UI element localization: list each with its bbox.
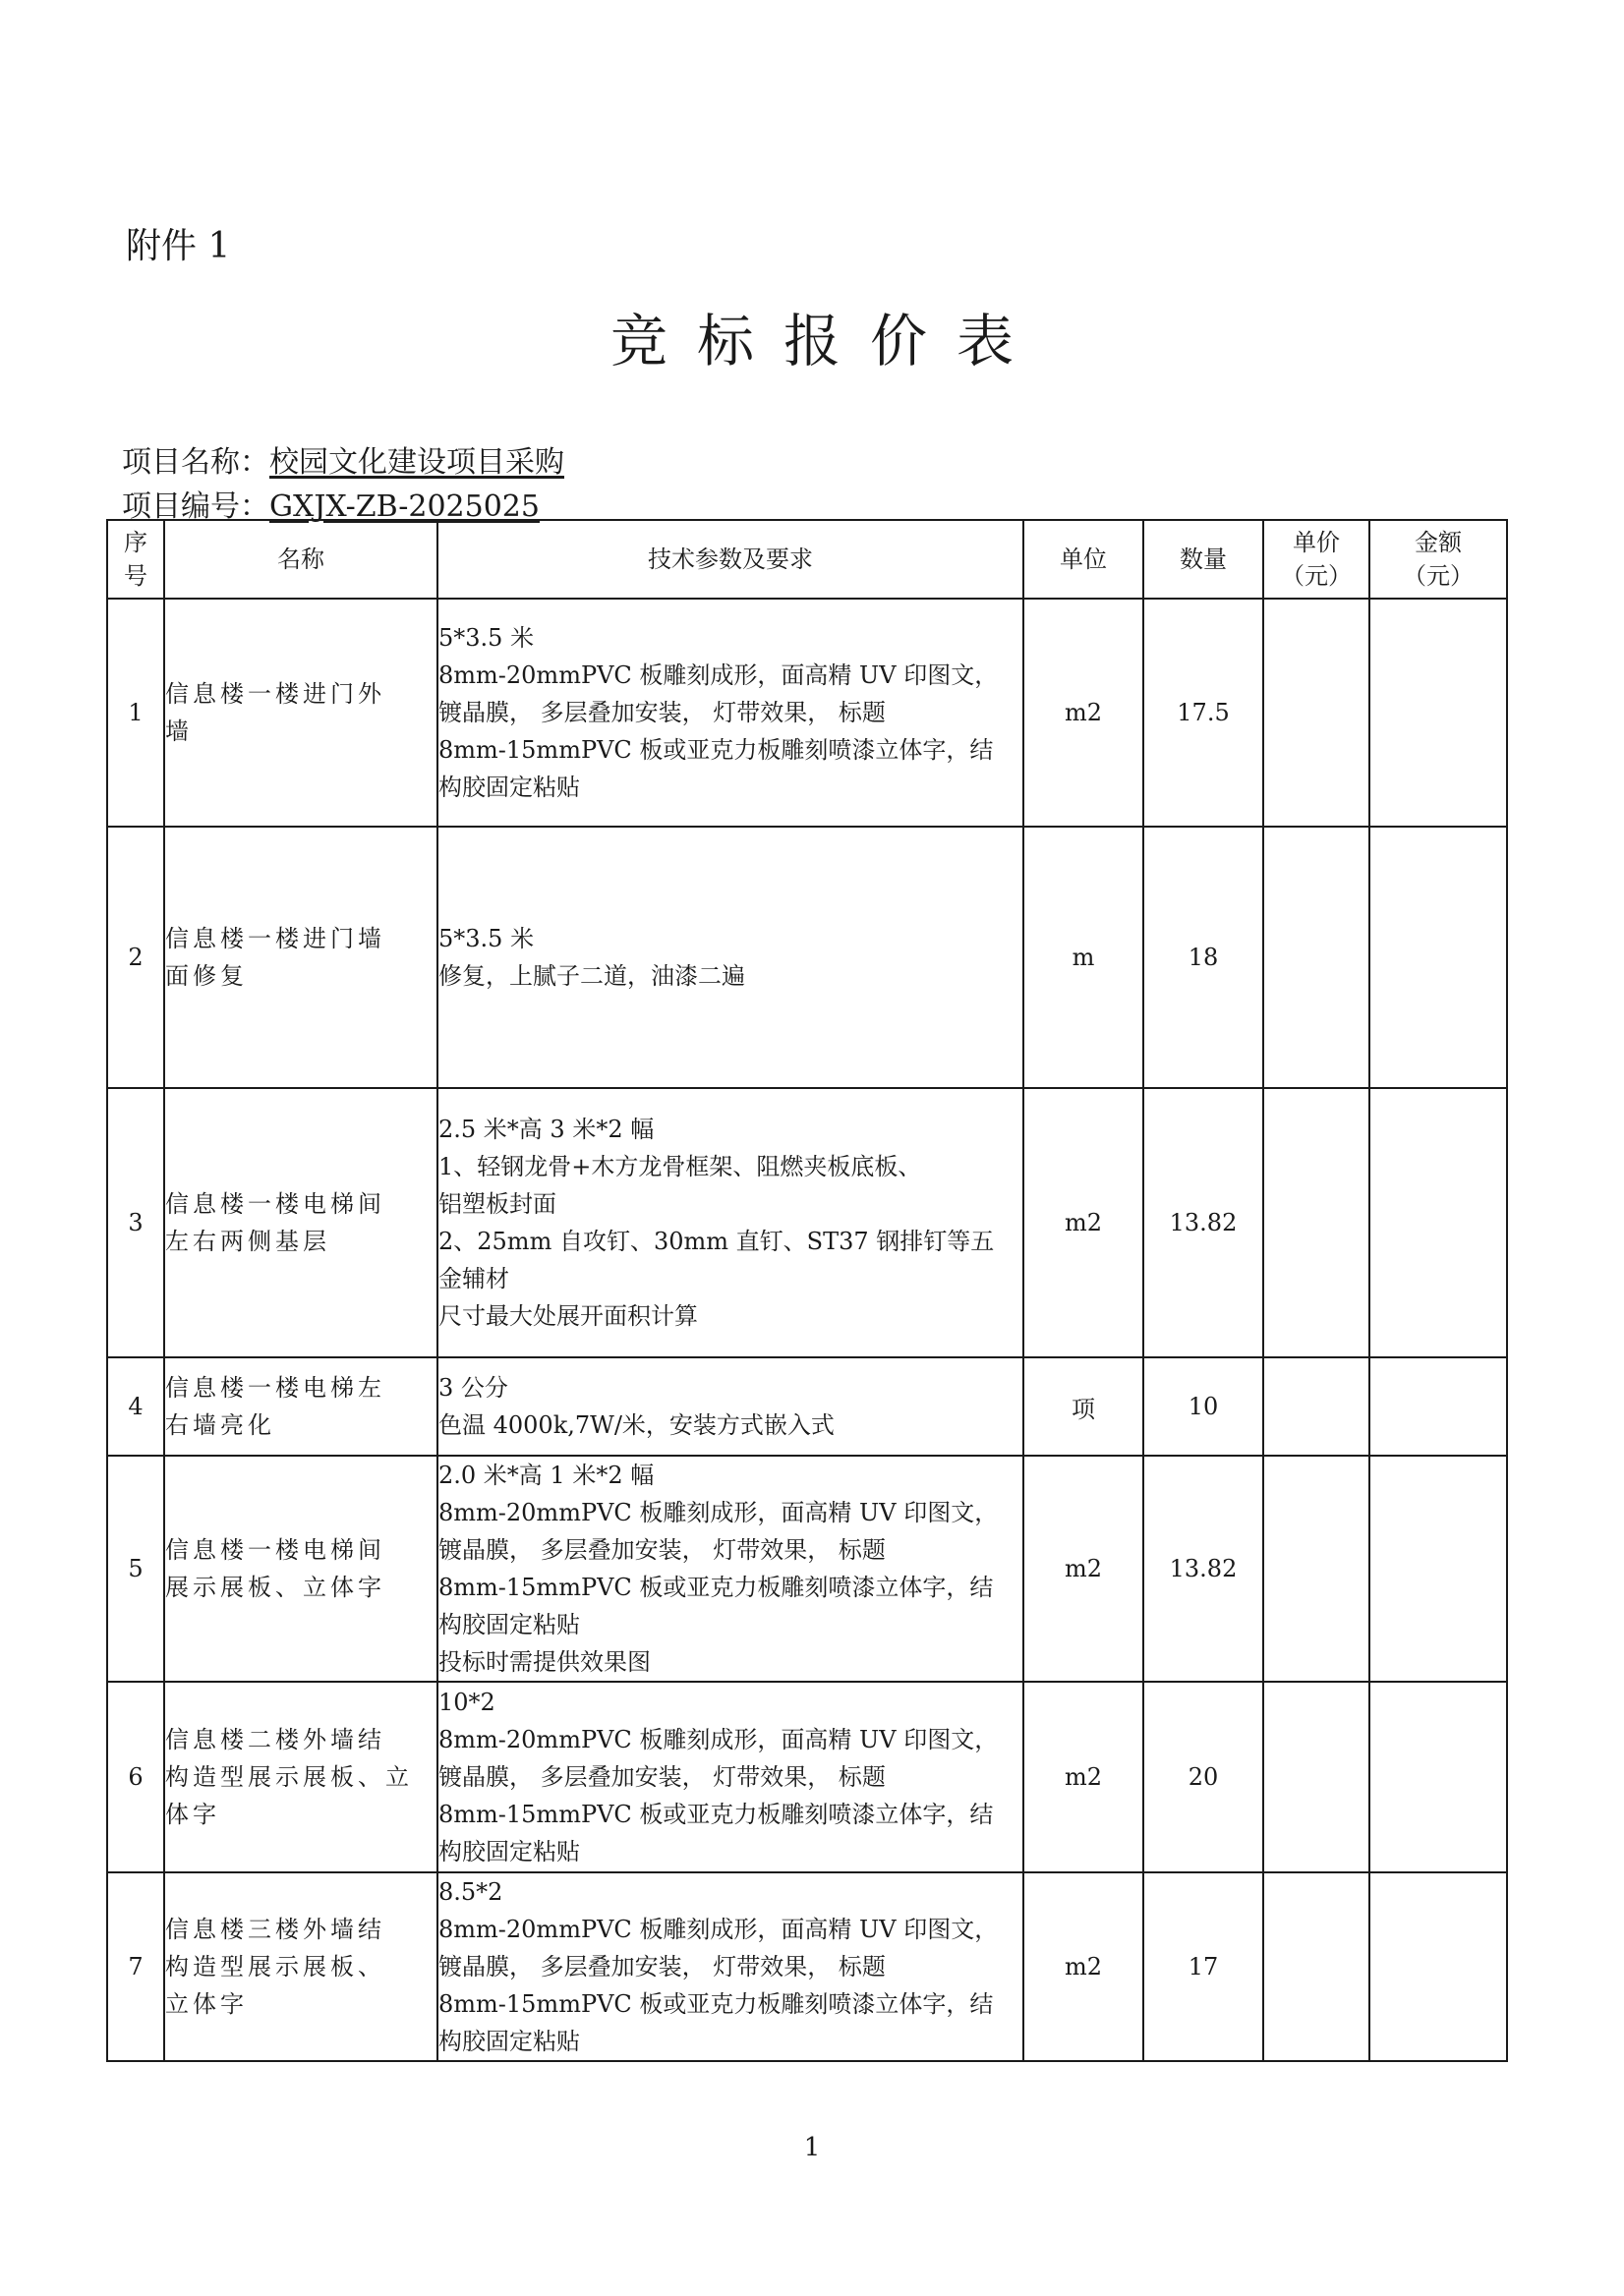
row-unit-price-cell — [1263, 1357, 1369, 1456]
row-spec-line: 色温 4000k,7W/米，安装方式嵌入式 — [438, 1411, 835, 1439]
row-name-line: 右墙亮化 — [165, 1411, 275, 1439]
row-unit: m2 — [1023, 1456, 1143, 1682]
row-name — [164, 1088, 437, 1357]
row-unit: m2 — [1023, 1088, 1143, 1357]
row-spec-line: 8.5*2 — [438, 1878, 503, 1906]
row-unit: m2 — [1023, 1682, 1143, 1872]
table-row — [107, 599, 1507, 827]
row-spec-line: 2、25mm 自攻钉、30mm 直钉、ST37 钢排钉等五 — [438, 1228, 995, 1255]
row-qty: 13.82 — [1143, 1456, 1263, 1682]
page-title: 竞标报价表 — [609, 308, 1043, 374]
row-spec-line: 构胶固定粘贴 — [438, 774, 580, 801]
header-spec: 技术参数及要求 — [437, 520, 1023, 599]
quotation-table — [106, 519, 1508, 2062]
row-name — [164, 1357, 437, 1456]
row-spec — [437, 1682, 1023, 1872]
row-spec-line: 铝塑板封面 — [438, 1190, 556, 1218]
row-name-line: 信息楼一楼电梯间 — [165, 1536, 385, 1564]
row-spec-line: 8mm-20mmPVC 板雕刻成形，面高精 UV 印图文， — [438, 1499, 999, 1526]
row-unit-price-cell — [1263, 599, 1369, 827]
row-seq: 5 — [107, 1456, 164, 1682]
table-row — [107, 1682, 1507, 1872]
row-name-line: 构造型展示展板、立 — [165, 1763, 413, 1791]
project-name-label: 项目名称： — [122, 445, 269, 480]
project-name-value: 校园文化建设项目采购 — [269, 445, 564, 480]
row-spec-line: 构胶固定粘贴 — [438, 1838, 580, 1866]
row-spec-line: 8mm-15mmPVC 板或亚克力板雕刻喷漆立体字，结 — [438, 1801, 994, 1828]
row-qty: 13.82 — [1143, 1088, 1263, 1357]
row-spec-line: 8mm-15mmPVC 板或亚克力板雕刻喷漆立体字，结 — [438, 736, 994, 764]
row-spec-line: 8mm-15mmPVC 板或亚克力板雕刻喷漆立体字，结 — [438, 1990, 994, 2018]
row-qty: 10 — [1143, 1357, 1263, 1456]
table-row — [107, 1357, 1507, 1456]
row-name-line: 立体字 — [165, 1990, 248, 2018]
header-qty: 数量 — [1143, 520, 1263, 599]
row-qty: 18 — [1143, 827, 1263, 1088]
row-unit-price-cell — [1263, 1682, 1369, 1872]
row-name-line: 墙 — [165, 718, 193, 745]
row-name-line: 面修复 — [165, 962, 248, 990]
row-unit: m — [1023, 827, 1143, 1088]
project-code-label: 项目编号： — [122, 489, 269, 524]
row-qty: 17.5 — [1143, 599, 1263, 827]
row-amount-cell — [1369, 599, 1507, 827]
row-name — [164, 599, 437, 827]
row-name-line: 构造型展示展板、 — [165, 1953, 385, 1980]
row-seq: 4 — [107, 1357, 164, 1456]
row-name-line: 信息楼三楼外墙结 — [165, 1916, 385, 1943]
row-amount-cell — [1369, 1682, 1507, 1872]
row-name-line: 信息楼二楼外墙结 — [165, 1726, 385, 1753]
row-spec-line: 构胶固定粘贴 — [438, 2028, 580, 2055]
row-name-line: 展示展板、立体字 — [165, 1574, 385, 1601]
row-spec — [437, 599, 1023, 827]
table-row — [107, 827, 1507, 1088]
row-unit: m2 — [1023, 599, 1143, 827]
row-unit-price-cell — [1263, 1456, 1369, 1682]
row-spec-line: 1、轻钢龙骨+木方龙骨框架、阻燃夹板底板、 — [438, 1153, 922, 1180]
row-spec-line: 2.5 米*高 3 米*2 幅 — [438, 1116, 655, 1143]
attachment-label: 附件 1 — [126, 226, 231, 266]
row-spec-line: 修复，上腻子二道，油漆二遍 — [438, 962, 745, 990]
row-spec — [437, 1088, 1023, 1357]
row-seq: 7 — [107, 1872, 164, 2061]
row-seq: 2 — [107, 827, 164, 1088]
row-spec — [437, 827, 1023, 1088]
row-spec-line: 8mm-20mmPVC 板雕刻成形，面高精 UV 印图文， — [438, 1916, 999, 1943]
header-seq: 序 号 — [107, 520, 164, 599]
row-spec-line: 2.0 米*高 1 米*2 幅 — [438, 1462, 655, 1489]
row-seq: 3 — [107, 1088, 164, 1357]
row-amount-cell — [1369, 1357, 1507, 1456]
row-spec — [437, 1456, 1023, 1682]
table-header-row — [107, 520, 1507, 599]
row-spec-line: 8mm-20mmPVC 板雕刻成形，面高精 UV 印图文， — [438, 1726, 999, 1753]
row-spec-line: 镀晶膜， 多层叠加安装， 灯带效果， 标题 — [438, 699, 886, 726]
page-number: 1 — [803, 2133, 821, 2162]
row-qty: 20 — [1143, 1682, 1263, 1872]
row-spec-line: 镀晶膜， 多层叠加安装， 灯带效果， 标题 — [438, 1953, 886, 1980]
row-name-line: 信息楼一楼进门外 — [165, 680, 385, 708]
row-name — [164, 1872, 437, 2061]
row-spec — [437, 1357, 1023, 1456]
project-name-line — [122, 437, 564, 481]
row-spec-line: 8mm-20mmPVC 板雕刻成形，面高精 UV 印图文， — [438, 661, 999, 689]
row-amount-cell — [1369, 1088, 1507, 1357]
row-spec-line: 5*3.5 米 — [438, 925, 535, 952]
row-qty: 17 — [1143, 1872, 1263, 2061]
row-name-line: 左右两侧基层 — [165, 1228, 330, 1255]
row-seq: 6 — [107, 1682, 164, 1872]
table-row — [107, 1456, 1507, 1682]
row-unit: 项 — [1023, 1357, 1143, 1456]
row-name-line: 信息楼一楼电梯左 — [165, 1374, 385, 1402]
row-name-line: 信息楼一楼电梯间 — [165, 1190, 385, 1218]
row-seq: 1 — [107, 599, 164, 827]
row-name — [164, 827, 437, 1088]
row-spec-line: 3 公分 — [438, 1374, 508, 1402]
row-unit: m2 — [1023, 1872, 1143, 2061]
row-name-line: 信息楼一楼进门墙 — [165, 925, 385, 952]
table-row — [107, 1872, 1507, 2061]
row-unit-price-cell — [1263, 827, 1369, 1088]
row-unit-price-cell — [1263, 1872, 1369, 2061]
row-spec-line: 5*3.5 米 — [438, 624, 535, 652]
row-spec-line: 8mm-15mmPVC 板或亚克力板雕刻喷漆立体字，结 — [438, 1574, 994, 1601]
row-unit-price-cell — [1263, 1088, 1369, 1357]
row-spec-line: 10*2 — [438, 1689, 495, 1716]
row-name — [164, 1682, 437, 1872]
row-spec — [437, 1872, 1023, 2061]
row-spec-line: 镀晶膜， 多层叠加安装， 灯带效果， 标题 — [438, 1536, 886, 1564]
row-spec-line: 金辅材 — [438, 1265, 509, 1292]
row-spec-line: 尺寸最大处展开面积计算 — [438, 1302, 698, 1330]
row-amount-cell — [1369, 1456, 1507, 1682]
row-amount-cell — [1369, 827, 1507, 1088]
header-unit-price: 单价 （元） — [1263, 520, 1369, 599]
row-spec-line: 镀晶膜， 多层叠加安装， 灯带效果， 标题 — [438, 1763, 886, 1791]
row-name — [164, 1456, 437, 1682]
project-code-value: GXJX-ZB-2025025 — [269, 489, 540, 524]
row-spec-line: 构胶固定粘贴 — [438, 1611, 580, 1638]
row-name-line: 体字 — [165, 1801, 220, 1828]
row-amount-cell — [1369, 1872, 1507, 2061]
table-row — [107, 1088, 1507, 1357]
header-name: 名称 — [164, 520, 437, 599]
row-spec-line: 投标时需提供效果图 — [438, 1648, 651, 1676]
header-amount: 金额 （元） — [1369, 520, 1507, 599]
header-unit: 单位 — [1023, 520, 1143, 599]
